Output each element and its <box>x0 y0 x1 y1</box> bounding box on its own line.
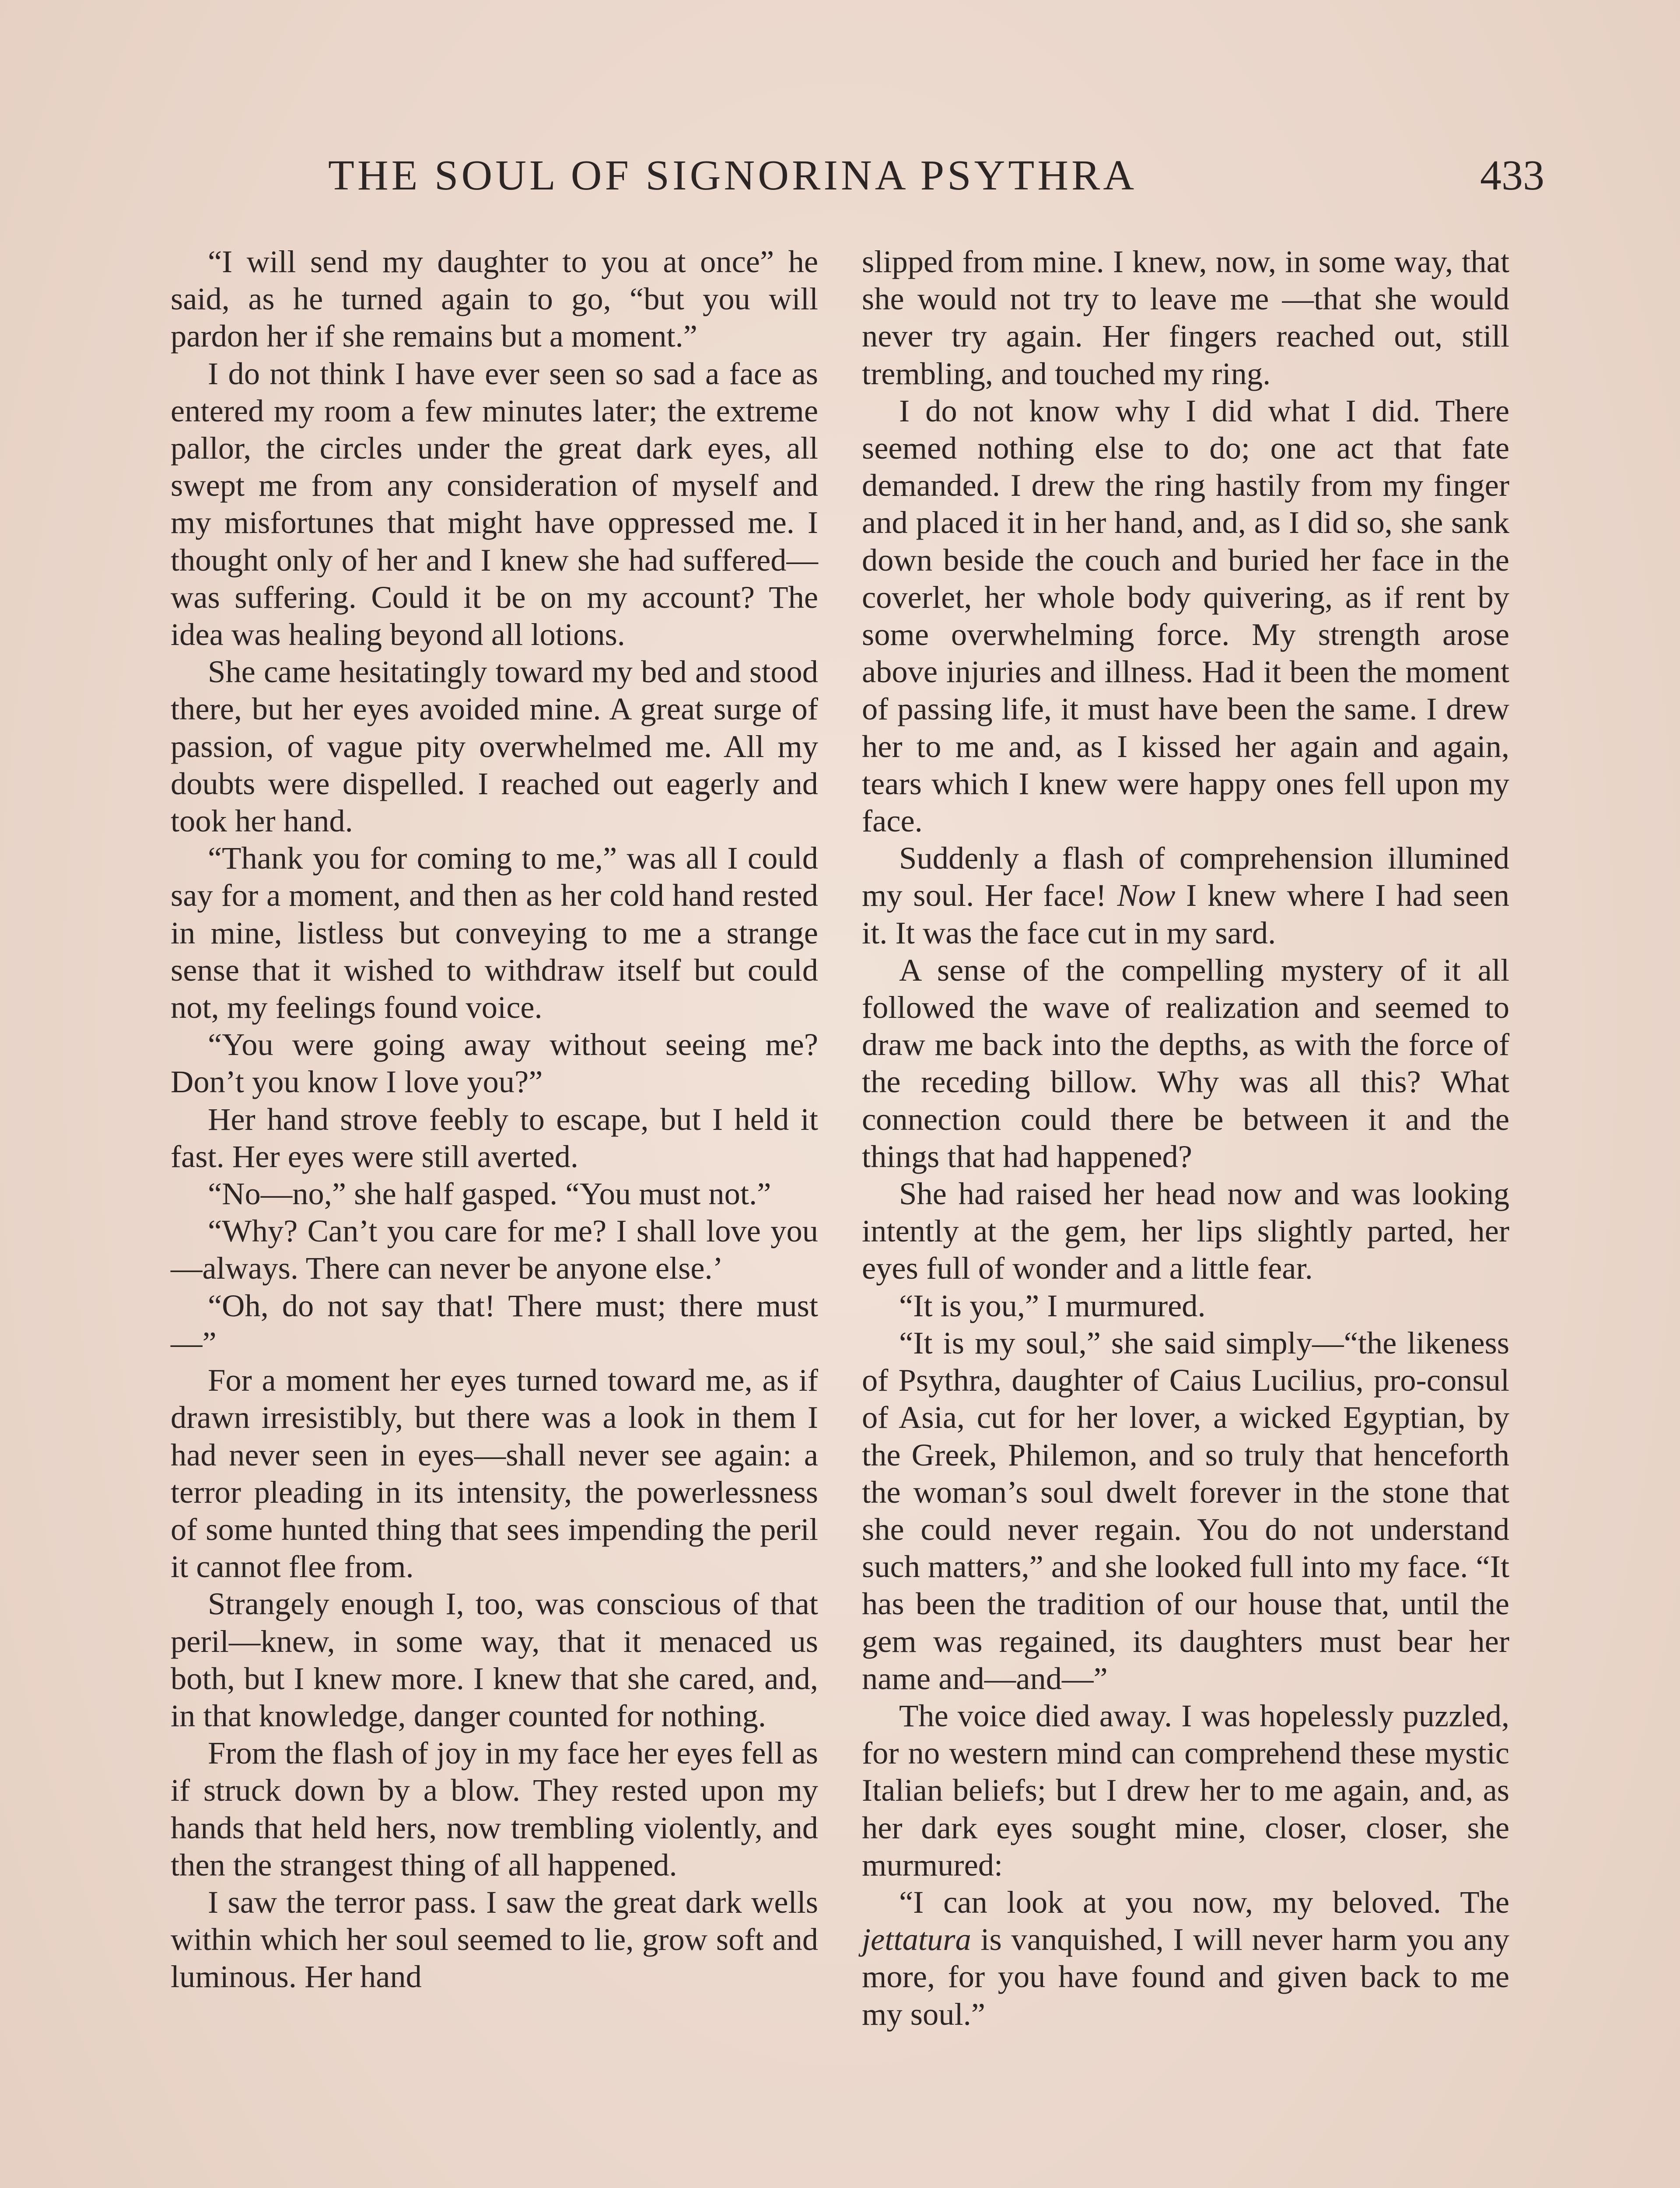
paragraph: A sense of the compelling mystery of it all followed the wave of realization and seemed to draw me back into the depths, as with the force of the receding billow. Why was all this? What connection could there be between it and the things that had happened? <box>862 952 1509 1174</box>
paragraph: She had raised her head now and was looking intently at the gem, her lips slightly parted, her eyes full of wonder and a little fear. <box>862 1176 1509 1286</box>
paragraph <box>862 839 1509 951</box>
running-title: THE SOUL OF SIGNORINA PSYTHRA <box>328 152 1138 199</box>
paragraph: Her hand strove feebly to escape, but I held it fast. Her eyes were still averted. <box>171 1101 818 1174</box>
text-run: Suddenly a flash of comprehension illumined my soul. Her face! <box>862 840 1509 913</box>
text-run: “I can look at you now, my beloved. The <box>899 1884 1509 1920</box>
paragraph: “Oh, do not say that! There must; there must—” <box>171 1287 818 1360</box>
text-run: I knew where I had seen it. It was the face cut in my sard. <box>862 877 1509 950</box>
paragraph: Strangely enough I, too, was conscious of that peril—knew, in some way, that it menaced us both, but I knew more. I knew that she cared, and, in that knowledge, danger counted for nothing. <box>171 1586 818 1733</box>
emphasis: Now <box>1117 877 1176 913</box>
paragraph <box>862 1883 1509 2033</box>
emphasis: jettatura <box>862 1922 971 1957</box>
paragraph: From the flash of joy in my face her eyes fell as if struck down by a blow. They rested upon my hands that held hers, now trembling violently, and then the strangest thing of all happened. <box>171 1735 818 1883</box>
paragraph: “It is you,” I murmured. <box>899 1287 1206 1323</box>
paragraph-continued: slipped from mine. I knew, now, in some way, that she would not try to leave me —that she would never try again. Her fingers reached out, still trembling, and touched my ring. <box>862 244 1509 391</box>
paragraph: She came hesitatingly toward my bed and stood there, but her eyes avoided mine. A great surge of passion, of vague pity overwhelmed me. All my doubts were dispelled. I reached out eagerly and took her hand. <box>171 654 818 839</box>
paragraph: I saw the terror pass. I saw the great dark wells within which her soul seemed to lie, grow soft and luminous. Her hand <box>171 1884 818 1995</box>
paragraph: I do not think I have ever seen so sad a face as entered my room a few minutes later; the extreme pallor, the circles under the great dark eyes, all swept me from any consideration of myself and my misfortunes that might have oppressed me. I thought only of her and I knew she had suffered—was suffering. Could it be on my account? The idea was healing beyond all lotions. <box>171 355 818 652</box>
paragraph: The voice died away. I was hopelessly puzzled, for no western mind can comprehend these mystic Italian beliefs; but I drew her to me again, and, as her dark eyes sought mine, closer, closer, she murmured: <box>862 1697 1509 1883</box>
text-run: is vanquished, I will never harm you any more, for you have found and given back to me my soul.” <box>862 1922 1509 2032</box>
paragraph: “It is my soul,” she said simply—“the likeness of Psythra, daughter of Caius Lucilius, pro-consul of Asia, cut for her lover, a wicked Egyptian, by the Greek, Philemon, and so truly that henceforth the woman’s soul dwelt forever in the stone that she could never regain. You do not understand such matters,” and she looked full into my face. “It has been the tradition of our house that, until the gem was regained, its daughters must bear her name and—and—” <box>862 1325 1509 1696</box>
paragraph: “I will send my daughter to you at once” he said, as he turned again to go, “but you will pardon her if she remains but a moment.” <box>171 244 818 354</box>
paragraph: I do not know why I did what I did. There seemed nothing else to do; one act that fate demanded. I drew the ring hastily from my finger and placed it in her hand, and, as I did so, she sank down beside the couch and buried her face in the coverlet, her whole body quivering, as if rent by some overwhelming force. My strength arose above injuries and illness. Had it been the moment of passing life, it must have been the same. I drew her to me and, as I kissed her again and again, tears which I knew were happy ones fell upon my face. <box>862 393 1509 839</box>
right-column <box>862 243 1509 2033</box>
paragraph: “Why? Can’t you care for me? I shall love you—always. There can never be anyone else.’ <box>171 1213 818 1286</box>
paragraph: “Thank you for coming to me,” was all I could say for a moment, and then as her cold hand rested in mine, listless but conveying to me a strange sense that it wished to withdraw itself but could not, my feelings found voice. <box>171 840 818 1025</box>
paragraph: For a moment her eyes turned toward me, as if drawn irresistibly, but there was a look in them I had never seen in eyes—shall never see again: a terror pleading in its intensity, the powerlessness of some hunted thing that sees impending the peril it cannot flee from. <box>171 1362 818 1585</box>
paragraph: “You were going away without seeing me? Don’t you know I love you?” <box>171 1027 818 1100</box>
left-column <box>171 243 818 1995</box>
page-number: 433 <box>1480 152 1544 199</box>
paragraph: “No—no,” she half gasped. “You must not.” <box>208 1176 771 1212</box>
